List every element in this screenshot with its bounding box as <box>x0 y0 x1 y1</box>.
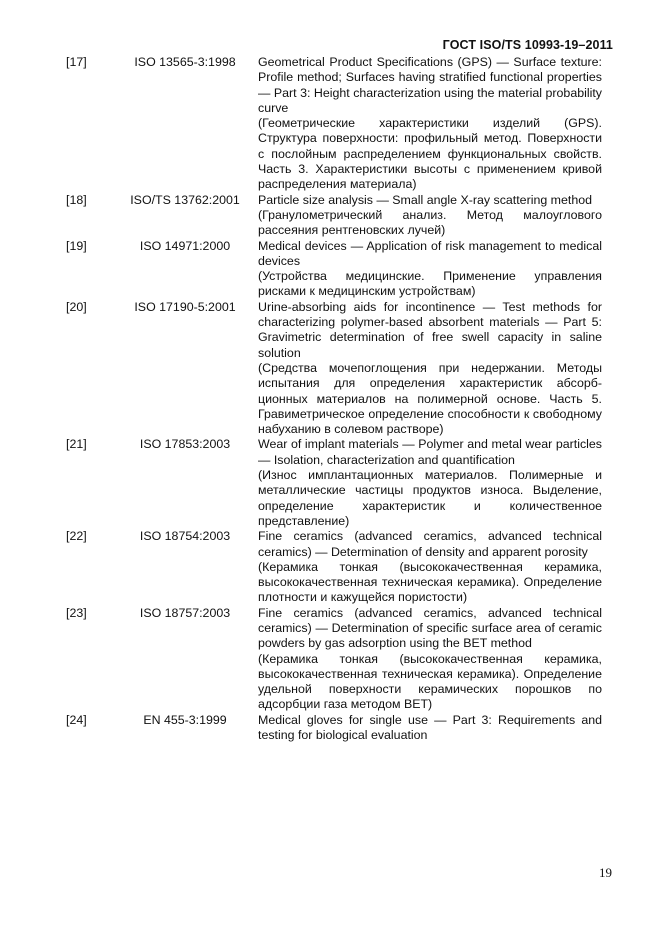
reference-title-ru: (Устройства медицинские. Применение управления рисками к медицинским устройствам) <box>258 269 602 299</box>
reference-code: ISO 13565-3:1998 <box>134 55 236 69</box>
reference-number: [17] <box>66 55 87 69</box>
reference-number: [18] <box>66 192 87 207</box>
reference-title-en: Medical gloves for single use — Part 3: Requirements and testing for biological evaluation <box>258 712 602 743</box>
reference-title-en: Geometrical Product Specifications (GPS) — Surface texture: Profile method; Surfaces having stratified functional properties — Part 3: Height characterization using the material probability curve <box>258 55 602 115</box>
reference-code: ISO 18757:2003 <box>139 605 231 620</box>
reference-title-ru: (Гранулометрический анализ. Метод малоуглового рассеяния рентгеновских лучей) <box>258 207 602 238</box>
reference-title-en: Urine-absorbing aids for incontinence — Test methods for characterizing polymer-based absorbent materials — Part 5: Gravimetric determination of free swell capacity in saline solution <box>258 299 602 360</box>
reference-number: [23] <box>66 605 87 620</box>
reference-number: [24] <box>66 712 87 727</box>
reference-title-en: Fine ceramics (advanced ceramics, advanced technical ceramics) — Determination of specific surface area of ceramic powders by gas adsorption using the BET method <box>258 605 602 651</box>
reference-title-en: Medical devices — Application of risk management to medical devices <box>258 238 602 268</box>
reference-number: [20] <box>66 299 87 314</box>
reference-entry-19 <box>66 239 602 300</box>
reference-description <box>258 606 602 713</box>
reference-number: [22] <box>66 529 87 544</box>
reference-title-en: Wear of implant materials — Polymer and metal wear particles — Isolation, characterization and quantification <box>258 437 602 467</box>
reference-entry-18 <box>66 193 602 239</box>
reference-title-ru: (Средства мочепоглощения при недержании. Методы испытания для определения характеристик абсорбционных материалов на полимерной основе. Часть 5. Гравиметрическое определение способности к свободному набуханию в солевом растворе) <box>258 360 602 437</box>
reference-title-en: Particle size analysis — Small angle X-ray scattering method <box>258 192 592 207</box>
reference-title-en: Fine ceramics (advanced ceramics, advanced technical ceramics) — Determination of density and apparent porosity <box>258 529 602 559</box>
document-header: ГОСТ ISO/TS 10993-19–2011 <box>442 38 613 52</box>
reference-entry-21 <box>66 437 602 529</box>
reference-code: ISO/TS 13762:2001 <box>130 192 240 207</box>
reference-description <box>258 55 602 193</box>
reference-entry-20 <box>66 300 602 438</box>
reference-description <box>258 713 602 744</box>
reference-code: EN 455-3:1999 <box>143 712 227 727</box>
reference-number: [21] <box>66 437 87 452</box>
reference-description <box>258 437 602 529</box>
reference-code: ISO 18754:2003 <box>139 529 231 544</box>
reference-title-ru: (Геометрические характеристики изделий (GPS). Структура поверхности: профильный метод. Поверхности с послойным распределением функциональных свойств. Часть 3. Характеристики высоты с применением кривой распределения материала) <box>258 116 602 192</box>
reference-code: ISO 14971:2000 <box>139 238 231 253</box>
reference-entry-23 <box>66 606 602 713</box>
page-number: 19 <box>599 865 612 880</box>
reference-code: ISO 17853:2003 <box>139 437 231 452</box>
reference-description <box>258 300 602 438</box>
reference-entry-17 <box>66 55 602 193</box>
reference-number: [19] <box>66 238 87 253</box>
reference-title-ru: (Износ имплантационных материалов. Полимерные и металлические частицы продуктов износа. Выделение, определение характеристик и количественное представление) <box>258 468 602 528</box>
reference-title-ru: (Керамика тонкая (высококачественная керамика, высококачественная техническая керамика). Определение удельной поверхности керамических порошков по адсорбции газа методом BET) <box>258 651 602 712</box>
reference-title-ru: (Керамика тонкая (высококачественная керамика, высококачественная техническая керамика). Определение плотности и кажущейся пористости) <box>258 559 602 605</box>
reference-entry-24 <box>66 713 602 744</box>
reference-description <box>258 193 602 239</box>
reference-entry-22 <box>66 529 602 605</box>
reference-code: ISO 17190-5:2001 <box>134 299 236 314</box>
bibliography-list <box>66 55 602 743</box>
reference-description <box>258 529 602 605</box>
reference-description <box>258 239 602 300</box>
